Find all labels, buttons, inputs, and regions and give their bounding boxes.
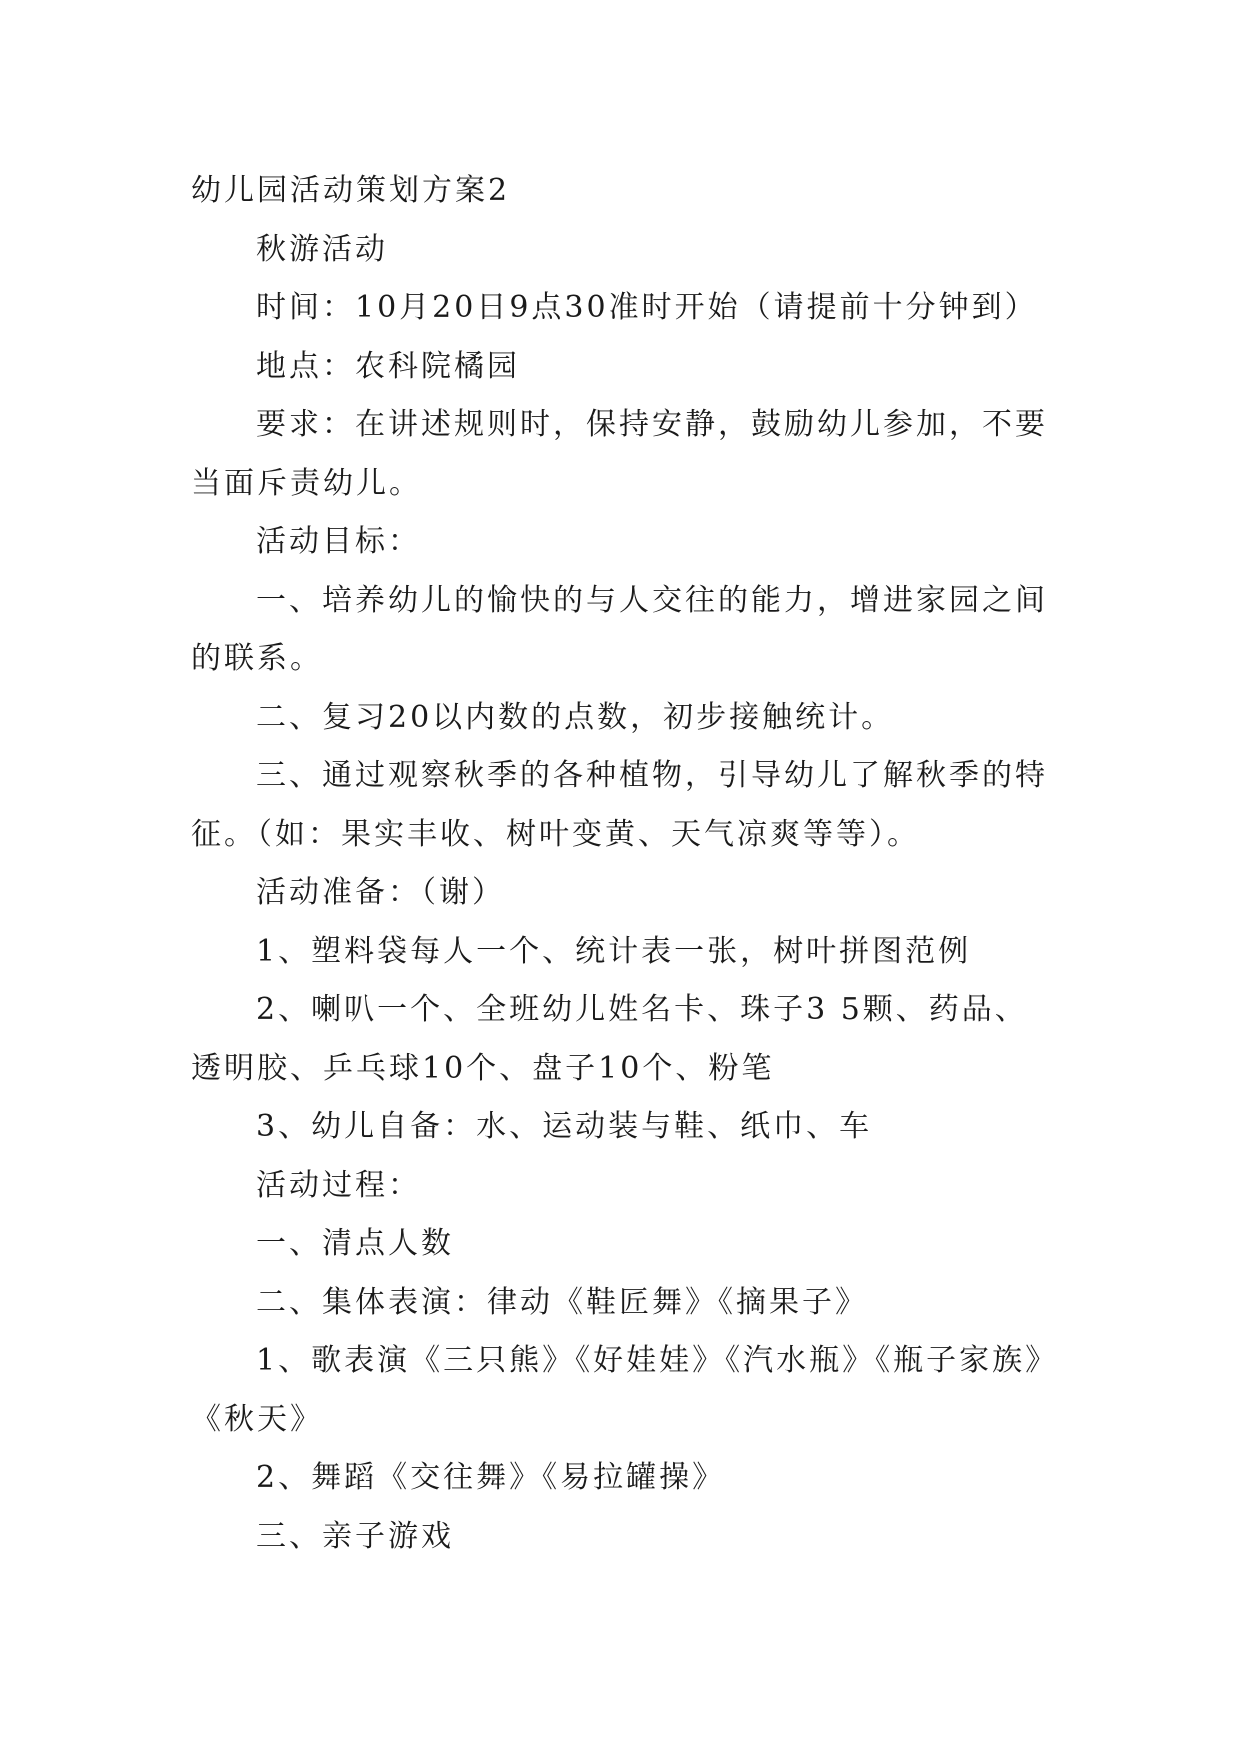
paragraph-goals-heading: 活动目标： — [256, 524, 421, 559]
paragraph-prep-2: 2、喇叭一个、全班幼儿姓名卡、珠子3 5颗、药品、 — [256, 992, 1028, 1027]
paragraph-location: 地点：农科院橘园 — [256, 348, 520, 384]
paragraph-song-performance: 1、歌表演《三只熊》《好娃娃》《汽水瓶》《瓶子家族》 — [256, 1343, 1059, 1378]
paragraph-prep-3: 3、幼儿自备：水、运动装与鞋、纸巾、车 — [256, 1109, 873, 1144]
paragraph-time: 时间：10月20日9点30准时开始（请提前十分钟到） — [256, 290, 1038, 325]
paragraph-requirements: 要求：在讲述规则时，保持安静，鼓励幼儿参加，不要 — [256, 407, 1048, 442]
paragraph-prep-2-cont: 透明胶、乒乓球10个、盘子10个、粉笔 — [191, 1050, 775, 1086]
paragraph-goal-1-cont: 的联系。 — [191, 641, 323, 676]
paragraph-autumn-outing: 秋游活动 — [256, 231, 388, 267]
document-body — [191, 162, 1059, 1566]
paragraph-goal-3-cont: 征。（如：果实丰收、树叶变黄、天气凉爽等等）。 — [191, 816, 920, 852]
paragraph-song-performance-cont: 《秋天》 — [191, 1401, 323, 1437]
paragraph-process-1: 一、清点人数 — [256, 1226, 454, 1261]
paragraph-preparation-heading: 活动准备：（谢） — [256, 875, 505, 910]
paragraph-goal-1: 一、培养幼儿的愉快的与人交往的能力，增进家园之间 — [256, 582, 1048, 618]
paragraph-process-2: 二、集体表演：律动《鞋匠舞》《摘果子》 — [256, 1284, 868, 1320]
paragraph-goal-3: 三、通过观察秋季的各种植物，引导幼儿了解秋季的特 — [256, 758, 1048, 793]
paragraph-process-3: 三、亲子游戏 — [256, 1518, 454, 1554]
paragraph-requirements-cont: 当面斥责幼儿。 — [191, 465, 422, 501]
paragraph-process-heading: 活动过程： — [256, 1167, 421, 1203]
document-title: 幼儿园活动策划方案2 — [191, 173, 511, 208]
paragraph-prep-1: 1、塑料袋每人一个、统计表一张，树叶拼图范例 — [256, 933, 972, 969]
paragraph-dance: 2、舞蹈《交往舞》《易拉罐操》 — [256, 1460, 726, 1495]
paragraph-goal-2: 二、复习20以内数的点数，初步接触统计。 — [256, 699, 895, 735]
